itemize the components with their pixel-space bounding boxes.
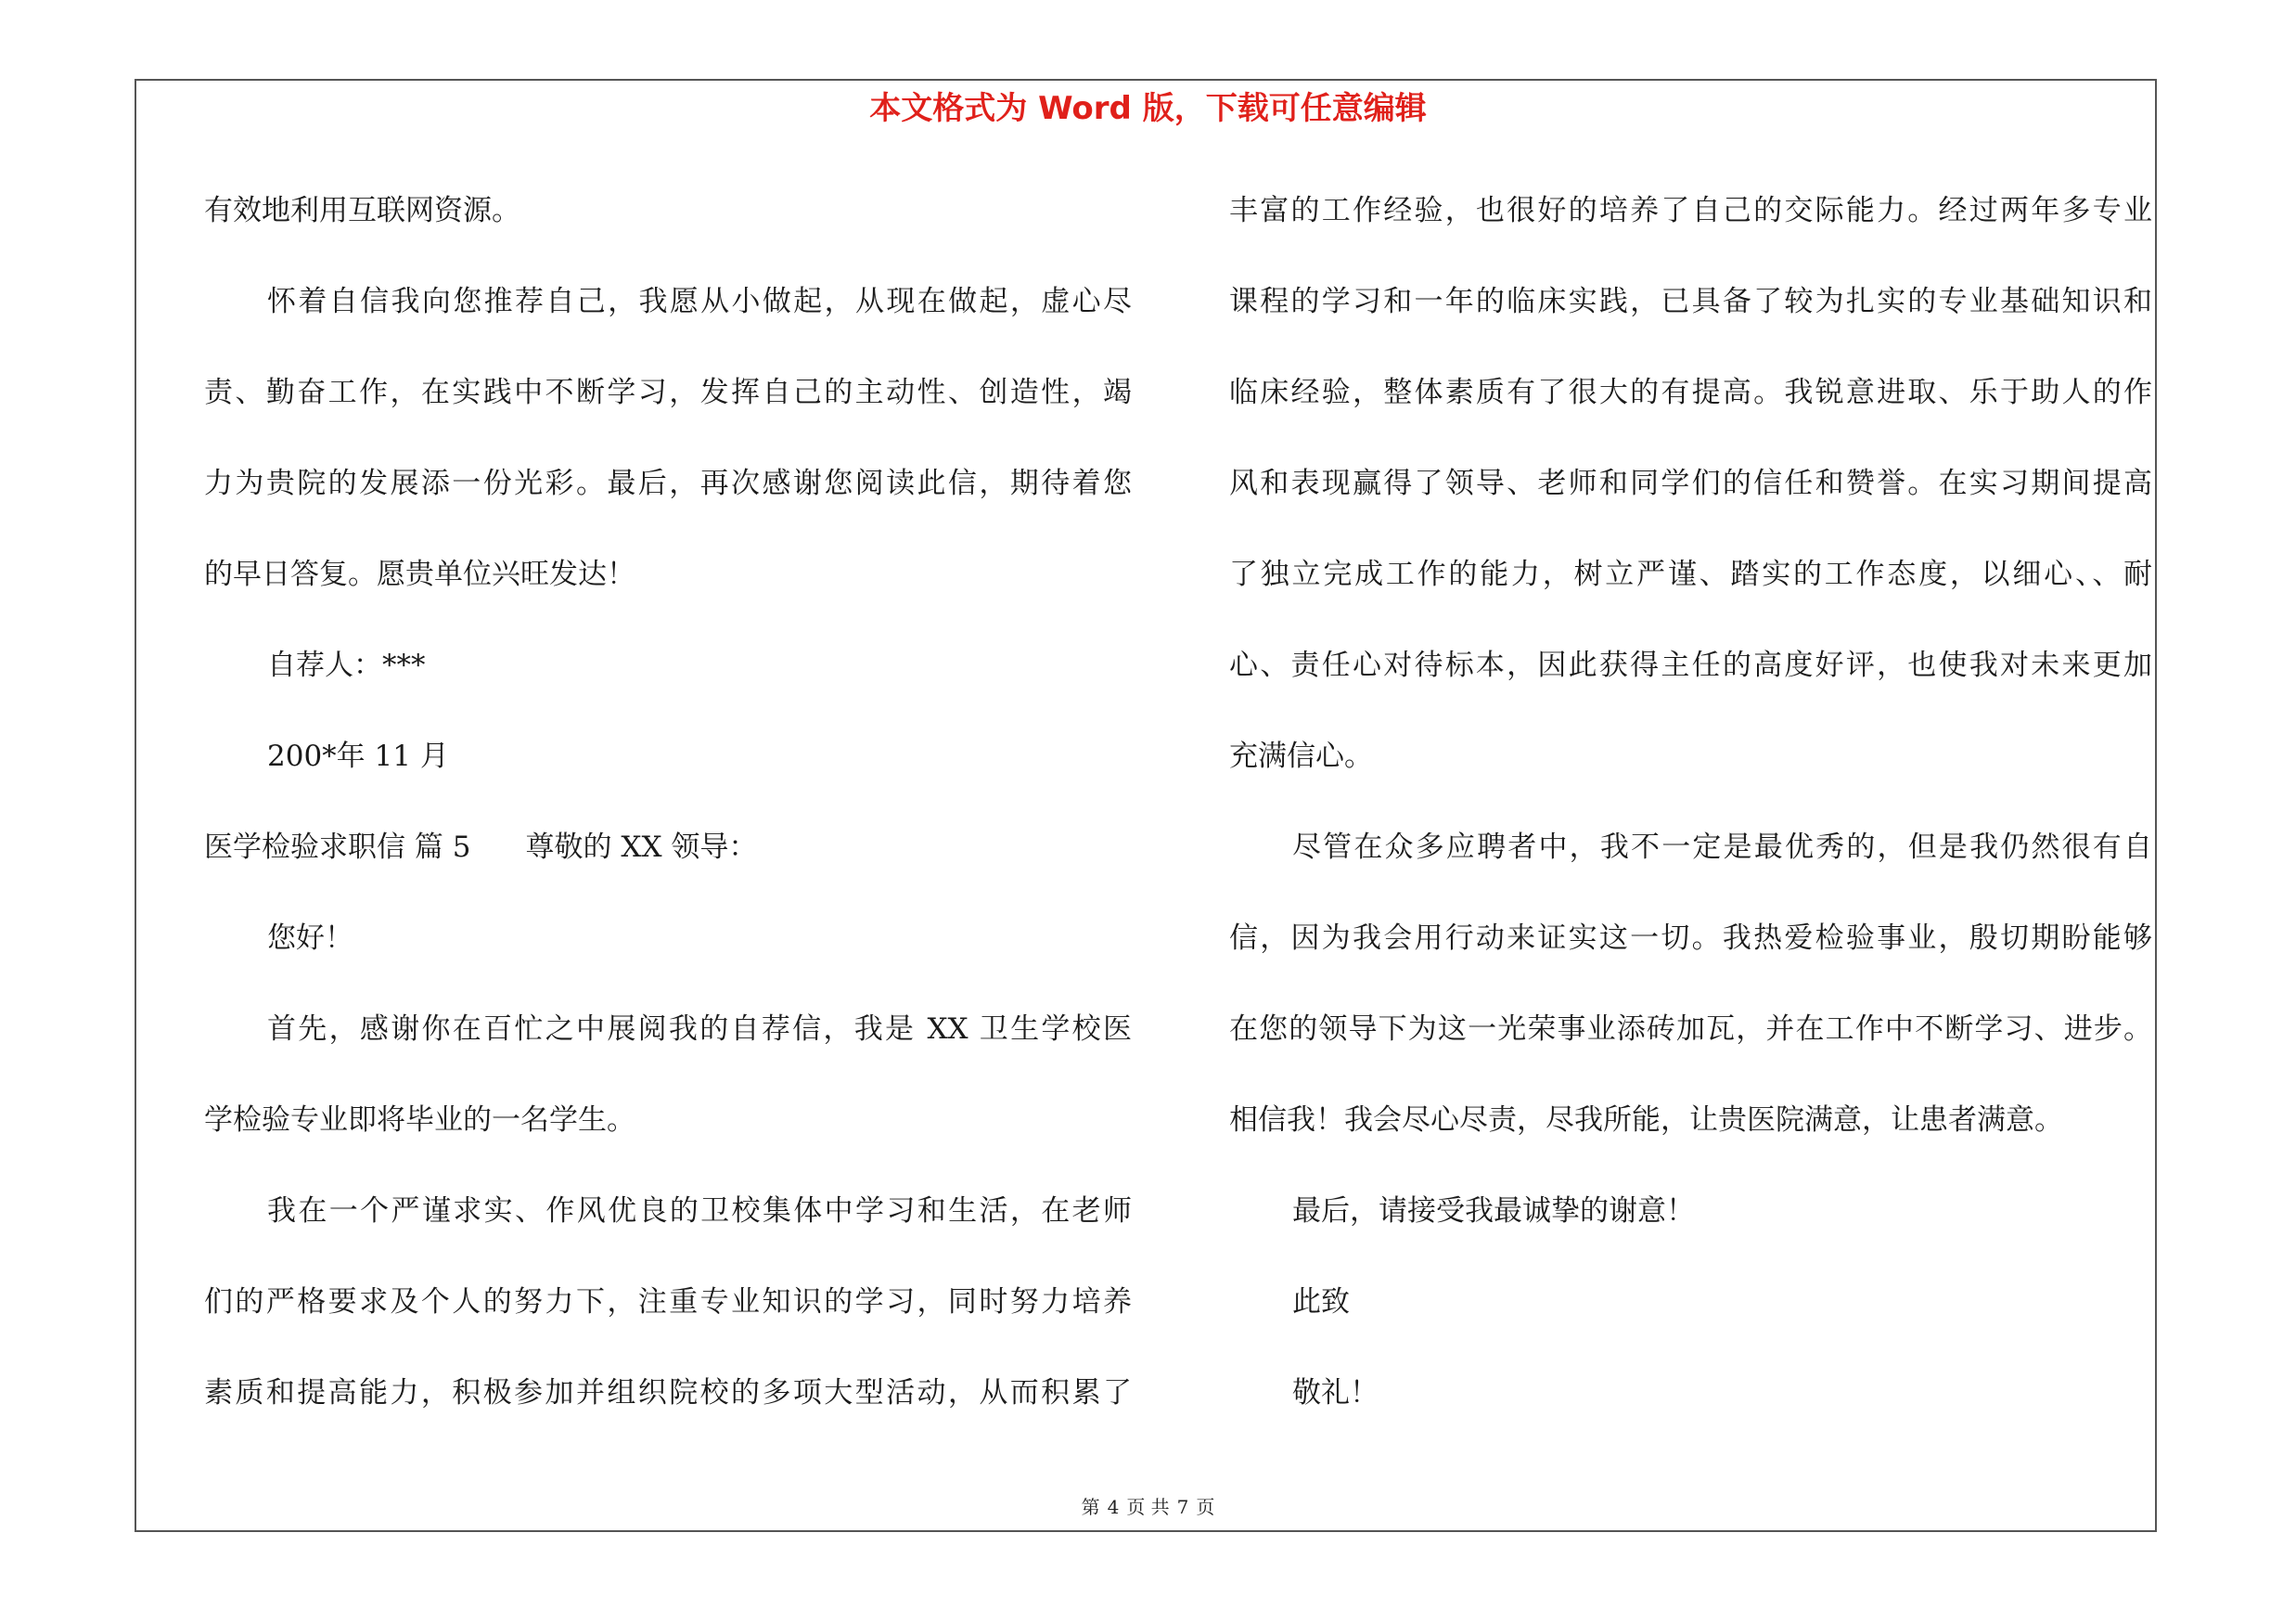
text-line: 我在一个严谨求实、作风优良的卫校集体中学习和生活，在老师: [267, 1194, 1132, 1228]
text-line: 课程的学习和一年的临床实践，已具备了较为扎实的专业基础知识和: [1229, 285, 2152, 318]
footer-suffix: 页: [1196, 1496, 1215, 1518]
text-line: 的早日答复。愿贵单位兴旺发达！: [204, 558, 635, 591]
text-line: 有效地利用互联网资源。: [204, 194, 520, 227]
text-line: 风和表现赢得了领导、老师和同学们的信任和赞誉。在实习期间提高: [1229, 467, 2152, 500]
text-line: 力为贵院的发展添一份光彩。最后，再次感谢您阅读此信，期待着您: [204, 467, 1132, 500]
text-line: 了独立完成工作的能力，树立严谨、踏实的工作态度，以细心、、耐: [1229, 558, 2152, 591]
text-line: 责、勤奋工作，在实践中不断学习，发挥自己的主动性、创造性，竭: [204, 376, 1132, 409]
text-line: 丰富的工作经验，也很好的培养了自己的交际能力。经过两年多专业: [1229, 194, 2152, 227]
date-line: 200*年 11 月: [267, 740, 449, 773]
page-number: 4: [1107, 1496, 1120, 1518]
text-line: 怀着自信我向您推荐自己，我愿从小做起，从现在做起，虚心尽: [267, 285, 1132, 318]
text-line: 临床经验，整体素质有了很大的有提高。我锐意进取、乐于助人的作: [1229, 376, 2152, 409]
text-line: 首先，感谢你在百忙之中展阅我的自荐信，我是 XX 卫生学校医: [267, 1012, 1132, 1046]
closing-salutation: 此致: [1292, 1285, 1350, 1319]
text-line: 相信我！我会尽心尽责，尽我所能，让贵医院满意，让患者满意。: [1229, 1103, 2063, 1137]
closing-line: 最后，请接受我最诚挚的谢意！: [1292, 1194, 1695, 1228]
text-line: 心、责任心对待标本，因此获得主任的高度好评，也使我对未来更加: [1229, 649, 2152, 682]
text-line: 学检验专业即将毕业的一名学生。: [204, 1103, 635, 1137]
text-line: 素质和提高能力，积极参加并组织院校的多项大型活动，从而积累了: [204, 1376, 1132, 1410]
banner-text: 本文格式为 Word 版，下载可任意编辑: [869, 90, 1427, 127]
text-line: 尽管在众多应聘者中，我不一定是最优秀的，但是我仍然很有自: [1292, 831, 2152, 864]
footer-mid: 页 共: [1126, 1496, 1170, 1518]
closing-regards: 敬礼！: [1292, 1376, 1379, 1410]
footer-prefix: 第: [1081, 1496, 1100, 1518]
page-total: 7: [1176, 1496, 1189, 1518]
right-column: [1229, 182, 2152, 1455]
download-banner: [0, 81, 2296, 136]
greeting-line: 您好！: [267, 921, 353, 955]
signature-line: 自荐人：***: [267, 649, 426, 682]
section-heading: 医学检验求职信 篇 5 尊敬的 XX 领导：: [204, 831, 758, 864]
text-line: 们的严格要求及个人的努力下，注重专业知识的学习，同时努力培养: [204, 1285, 1132, 1319]
text-line: 信，因为我会用行动来证实这一切。我热爱检验事业，殷切期盼能够: [1229, 921, 2152, 955]
page-footer: [0, 1492, 2296, 1519]
text-line: 在您的领导下为这一光荣事业添砖加瓦，并在工作中不断学习、进步。: [1229, 1012, 2152, 1046]
text-line: 充满信心。: [1229, 740, 1373, 773]
left-column: [204, 182, 1132, 1455]
